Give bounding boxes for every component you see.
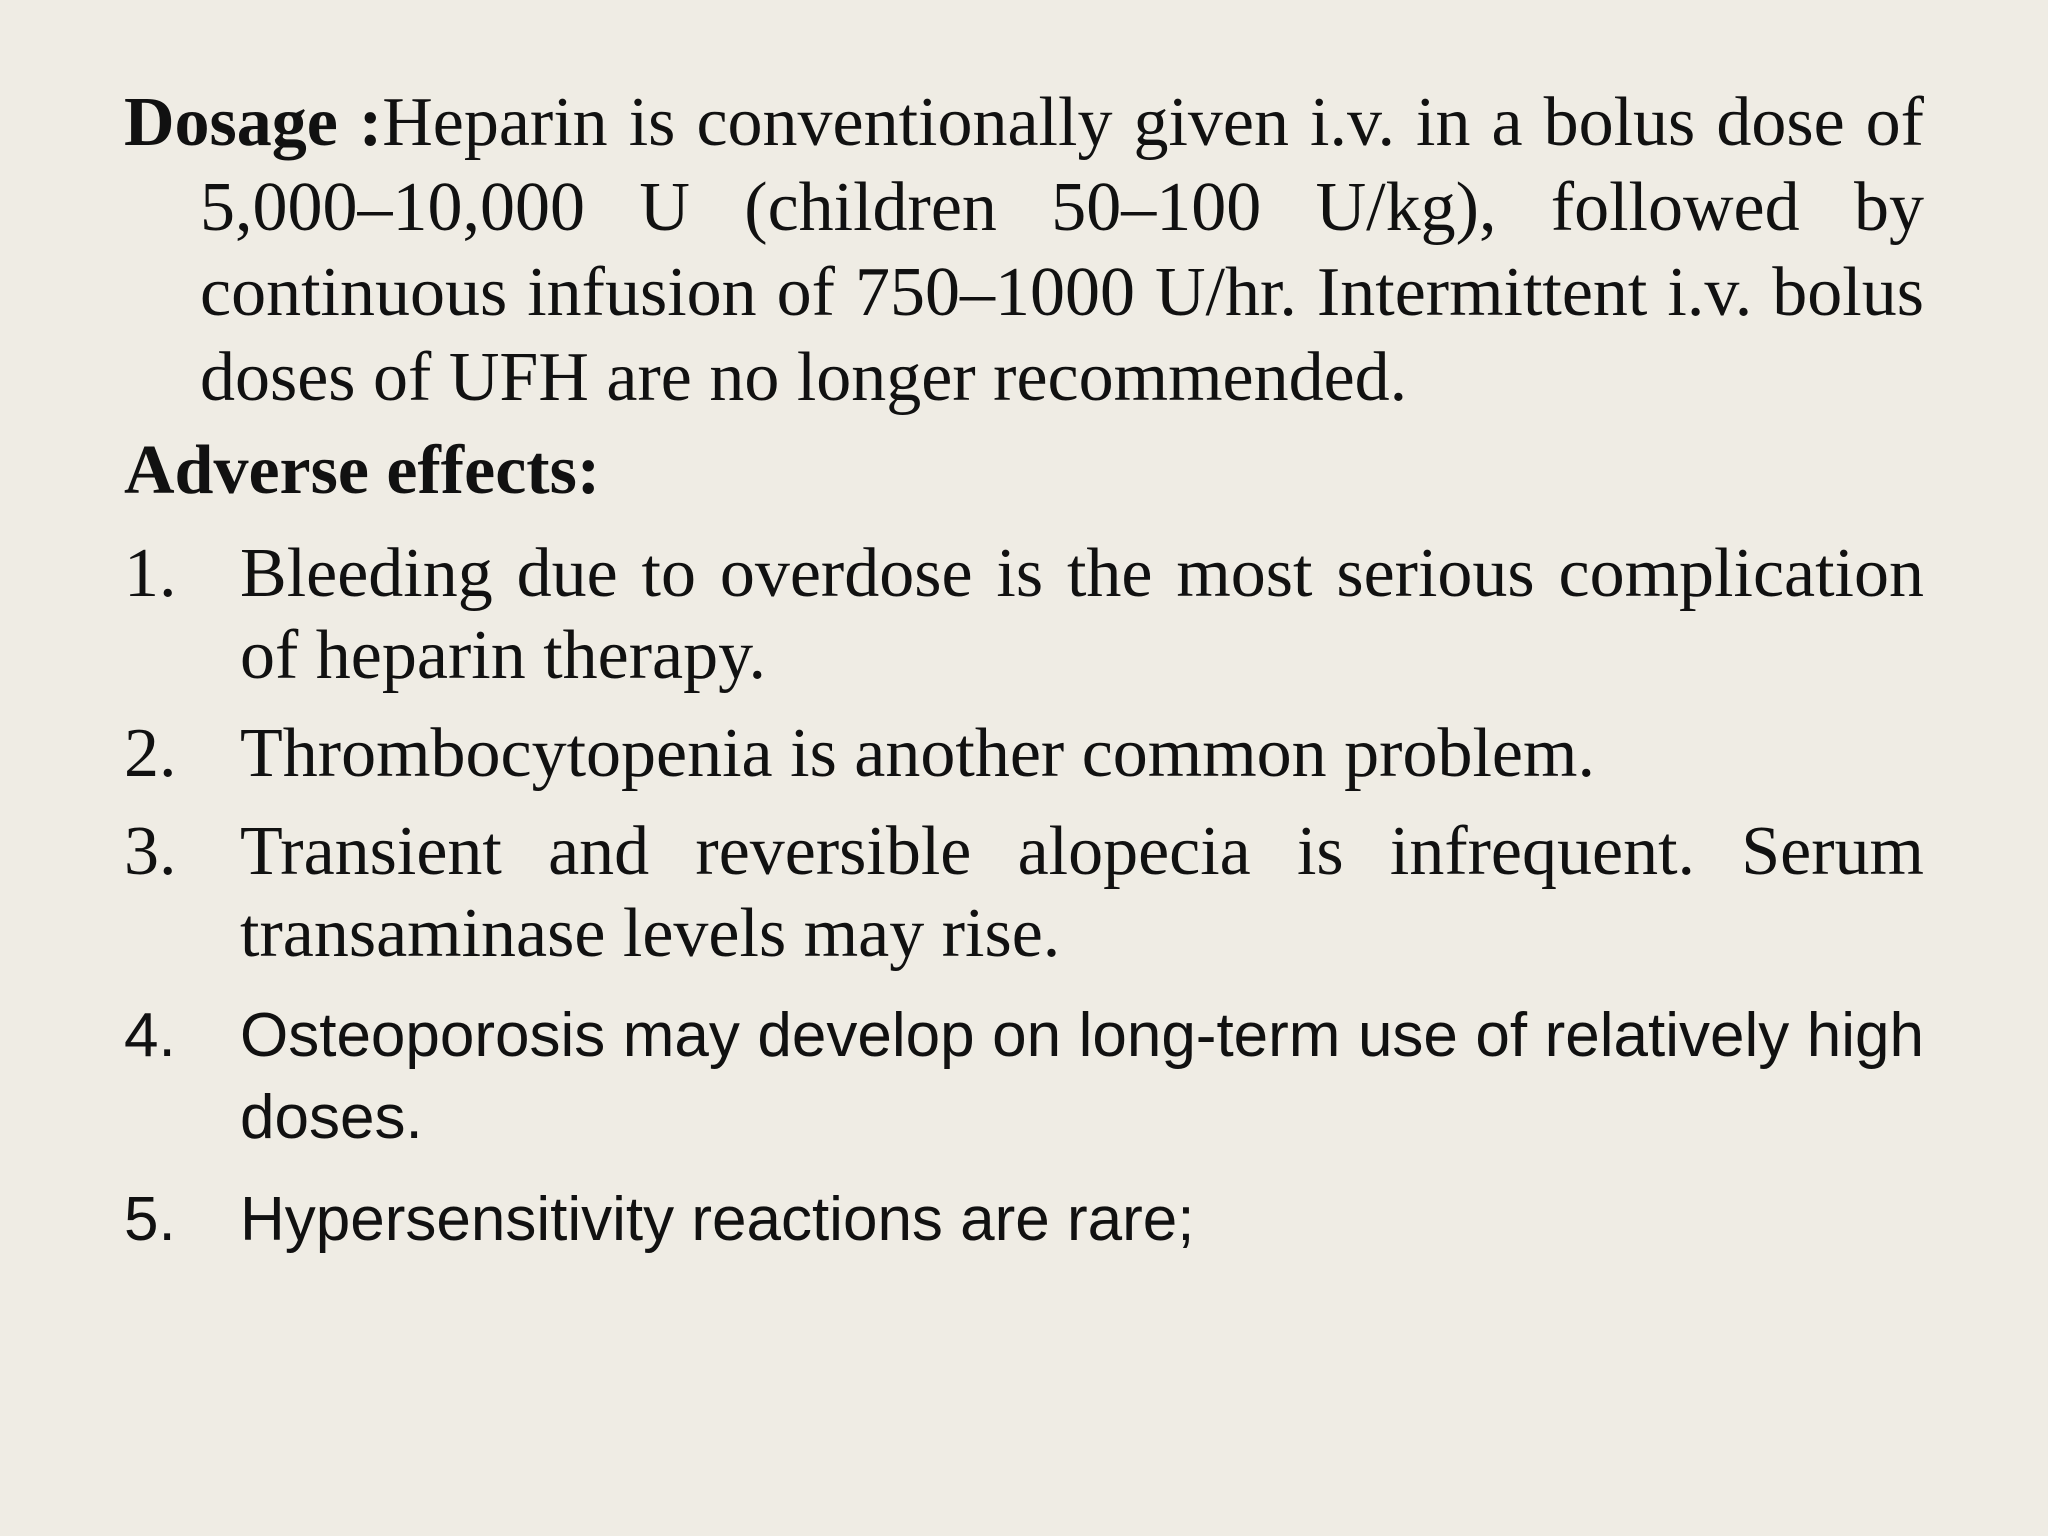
dosage-label: Dosage : — [124, 84, 383, 161]
list-item-text: Transient and reversible alopecia is infrequent. Serum transaminase levels may rise. — [240, 813, 1924, 972]
list-item-number: 1. — [124, 535, 177, 612]
list-item-text: Hypersensitivity reactions are rare; — [240, 1185, 1195, 1254]
list-item-text: Thrombocytopenia is another common problem. — [240, 715, 1595, 792]
dosage-paragraph — [124, 80, 1924, 420]
list-item — [124, 1179, 1924, 1261]
list-item — [124, 533, 1924, 697]
list-item-text: Bleeding due to overdose is the most serious complication of heparin therapy. — [240, 535, 1924, 694]
list-item — [124, 995, 1924, 1159]
list-item — [124, 811, 1924, 975]
adverse-effects-list — [124, 533, 1924, 1261]
list-item-number: 2. — [124, 715, 177, 792]
list-item-number: 3. — [124, 813, 177, 890]
list-item-number: 4. — [124, 1001, 176, 1070]
dosage-text: Heparin is conventionally given i.v. in a bolus dose of 5,000–10,000 U (children 50–100 U/kg), followed by continuous infusion of 750–1000 U/hr. Intermittent i.v. bolus doses of UFH are no longer recommended. — [200, 84, 1924, 416]
adverse-effects-heading: Adverse effects: — [124, 432, 601, 509]
list-item — [124, 713, 1924, 795]
list-item-number: 5. — [124, 1185, 176, 1254]
list-item-text: Osteoporosis may develop on long-term use of relatively high doses. — [240, 1001, 1924, 1152]
